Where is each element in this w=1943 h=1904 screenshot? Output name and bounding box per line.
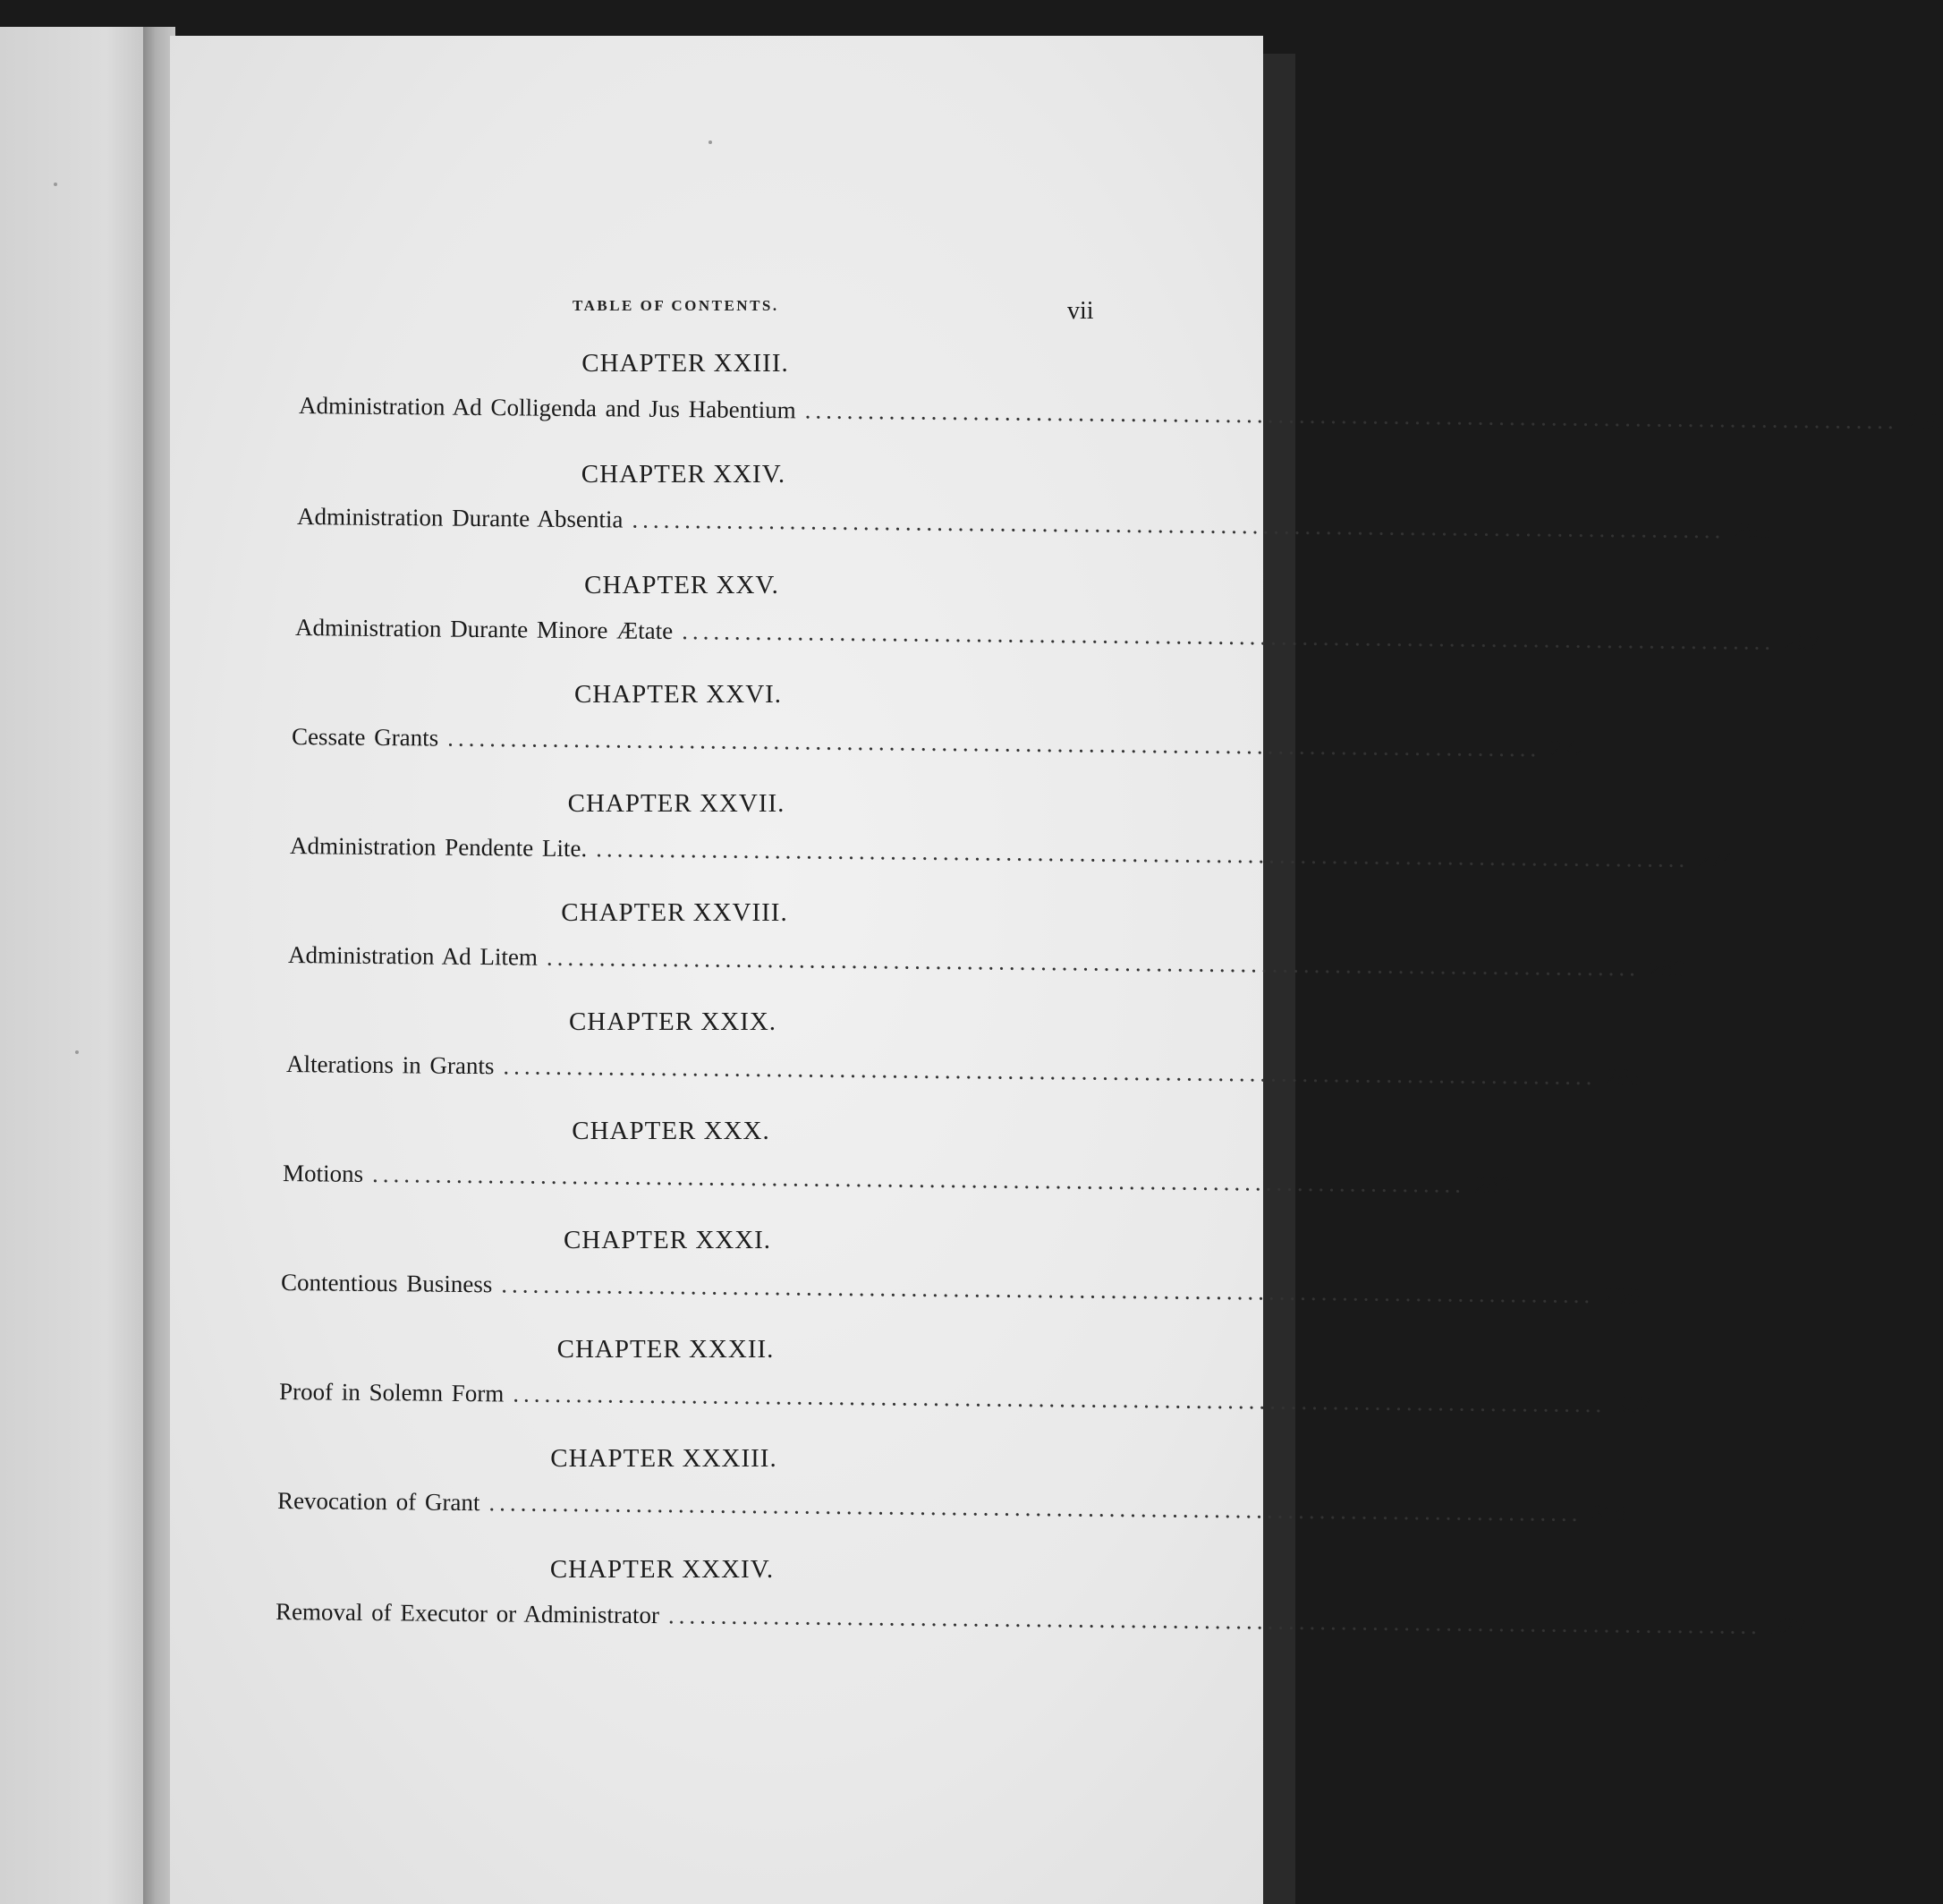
entry-page: 307 [1615,1390,1651,1418]
chapter-heading: CHAPTER XXIX. [568,1007,777,1036]
chapter-heading: CHAPTER XXV. [584,571,779,599]
leader-dots: ........................................................................................................ [503,1052,1597,1091]
leader-dots: ........................................................................................................ [513,1380,1607,1418]
chapter-heading: CHAPTER XXXIII. [550,1444,777,1473]
entry-title: Administration Ad Litem [287,941,539,971]
entry-title: Administration Ad Colligenda and Jus Habentium [298,392,796,424]
entry-title: Administration Durante Minore Ætate [294,614,674,645]
chapter-heading: CHAPTER XXVII. [567,789,785,818]
chapter-heading: CHAPTER XXVI. [573,680,783,709]
chapter-heading: CHAPTER XXXI. [563,1226,772,1254]
entry-page: 280 [1648,954,1685,982]
entry-title: Administration Pendente Lite. [289,832,588,863]
entry-page: 267 [1783,627,1820,656]
entry-title: Revocation of Grant [276,1487,480,1517]
entry-title: Administration Durante Absentia [296,503,624,533]
left-page-edge [0,27,152,1904]
chapter-heading: CHAPTER XXVIII. [561,898,788,927]
entry-title: Alterations in Grants [285,1050,495,1080]
entry-page: 265 [1734,516,1771,544]
chapter-heading: CHAPTER XXX. [572,1117,770,1145]
leader-dots: ........................................................................................................ [804,396,1898,435]
entry-page: 259 [1906,407,1943,435]
paper-speck [54,183,57,186]
entry-title: Cessate Grants [291,723,439,752]
leader-dots: ........................................................................................................ [546,943,1641,982]
entry-page: 289 [1473,1170,1511,1199]
entry-page: 299 [1603,1281,1640,1309]
leader-dots: ........................................................................................................ [371,1160,1466,1198]
entry-title: Proof in Solemn Form [278,1378,505,1407]
chapter-heading: CHAPTER XXXIV. [549,1555,775,1584]
entry-page: 327 [1769,1612,1807,1640]
paper-speck [708,140,712,144]
leader-dots: ........................................................................................................ [501,1271,1595,1309]
entry-page: 285 [1605,1063,1642,1091]
entry-title: Contentious Business [280,1269,493,1298]
entry-page: 274 [1698,846,1735,873]
leader-dots: ........................................................................................................ [632,506,1726,544]
leader-dots: ........................................................................................................ [682,617,1776,655]
chapter-heading: CHAPTER XXXII. [556,1335,775,1364]
leader-dots: ........................................................................................................ [667,1602,1762,1639]
leader-dots: ........................................................................................................ [447,724,1541,762]
chapter-heading: CHAPTER XXIV. [581,460,786,489]
page-number: vii [1067,297,1094,325]
leader-dots: ........................................................................................................ [488,1489,1582,1526]
paper-speck [75,1050,79,1054]
entry-title: Motions [282,1160,364,1187]
leader-dots: ........................................................................................................ [596,835,1690,873]
entry-page: 272 [1549,735,1586,762]
entry-page: 318 [1591,1500,1628,1527]
running-head: TABLE OF CONTENTS. [573,297,779,314]
entry-title: Removal of Executor or Administrator [275,1598,660,1629]
chapter-heading: CHAPTER XXIII. [581,349,789,378]
